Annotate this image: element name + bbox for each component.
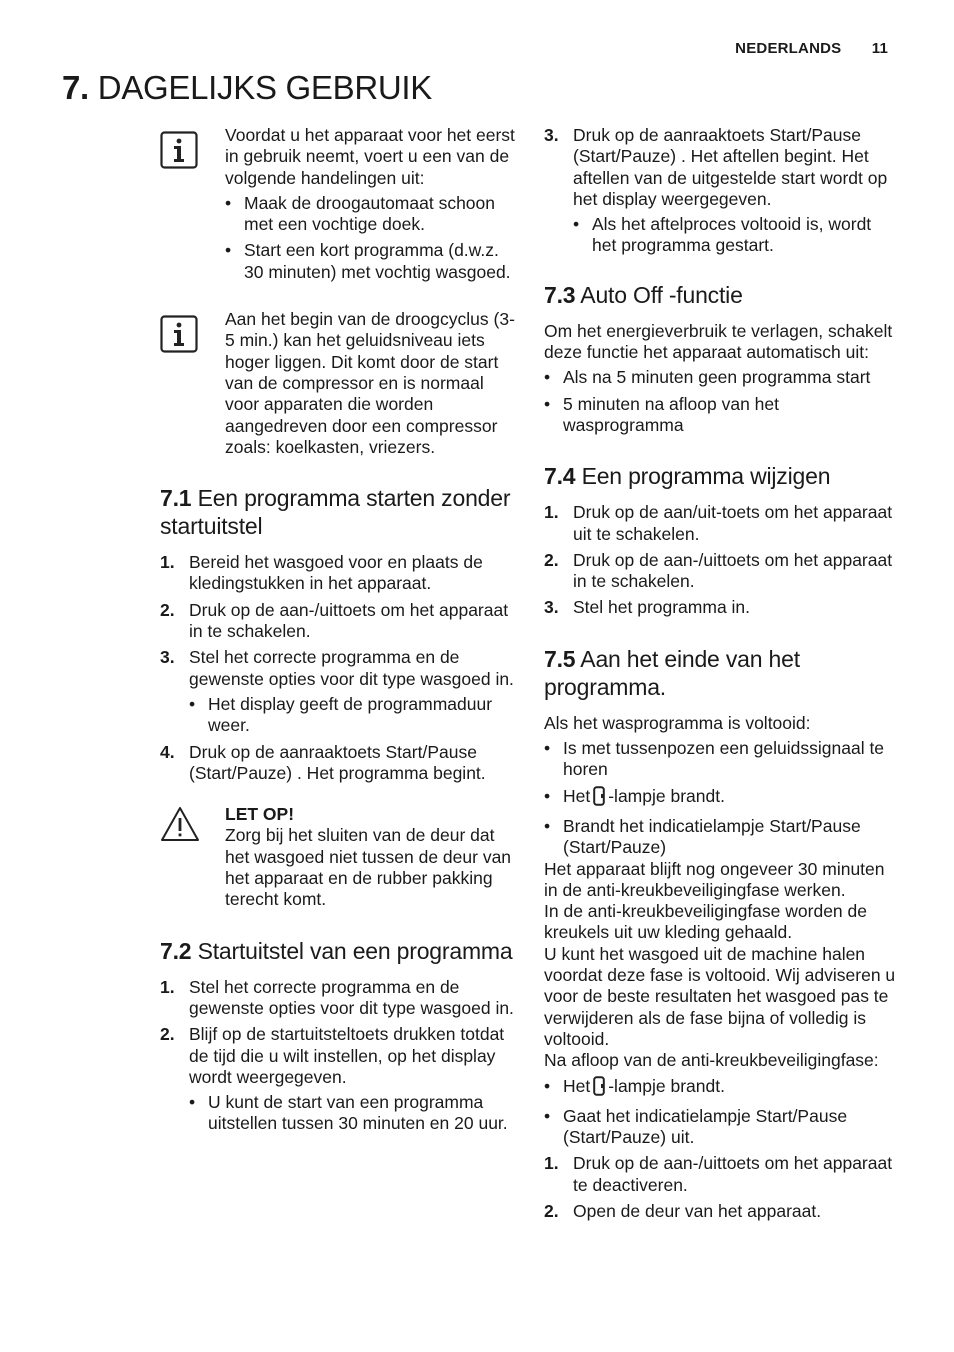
left-column: [160, 125, 516, 1140]
list-item: 3. Stel het programma in.: [544, 597, 751, 618]
note-text: Aan het begin van de droogcyclus (3-5 min.) kan het geluidsniveau iets hoger liggen. Dit komt door de start van de compressor en is normaal voor apparaten die worden aangedreven door een compressor zoals: koelkasten, vriezers.: [225, 309, 515, 457]
section-title: Startuitstel van een programma: [197, 937, 513, 964]
list-item: 2. Blijf op de startuitsteltoets drukken totdat de tijd die u wilt instellen, op het display wordt weergegeven. • U kunt de start van een programma uitstellen tussen 30 minuten en 20 uur.: [160, 1024, 516, 1134]
list-item: 1. Druk op de aan-/uittoets om het apparaat te deactiveren.: [544, 1153, 893, 1195]
section-7-5-bullets: [544, 738, 900, 858]
sub-bullets: [189, 694, 516, 737]
section-7-1-steps: [160, 552, 516, 784]
list-item: • Gaat het indicatielampje Start/Pause (Start/Pauze) uit.: [544, 1106, 900, 1149]
section-7-3-heading: [544, 281, 900, 309]
section-number: 7.4: [544, 463, 576, 490]
warning-title: LET OP!: [225, 804, 295, 825]
warning-note: [160, 804, 516, 910]
section-7-1-heading: [160, 484, 516, 540]
section-number: 7.2: [160, 937, 192, 964]
section-7-2-steps: [160, 977, 516, 1135]
list-item: 4. Druk op de aanraaktoets Start/Pause (Start/Pauze) . Het programma begint.: [160, 741, 486, 783]
list-item: • Maak de droogautomaat schoon met een vochtige doek.: [225, 193, 516, 236]
list-item: 1. Stel het correcte programma en de gewenste opties voor dit type wasgoed in.: [160, 976, 514, 1018]
chapter-title: [62, 66, 432, 110]
list-item: • Brandt het indicatielampje Start/Pause (Start/Pauze): [544, 816, 900, 859]
section-number: 7.3: [544, 281, 576, 308]
right-column: [544, 125, 900, 1227]
section-title: Aan het einde van het programma.: [544, 645, 800, 700]
list-item: • Als het aftelproces voltooid is, wordt het programma gestart.: [573, 214, 900, 257]
paragraph: U kunt het wasgoed uit de machine halen voordat deze fase is voltooid. Wij adviseren u voor de beste resultaten het wasgoed pas te verwijderen als de fase bijna of volledig is voltooid.: [544, 943, 896, 1049]
list-item: • Het -lampje brandt.: [544, 786, 900, 811]
list-item: • Start een kort programma (d.w.z. 30 minuten) met vochtig wasgoed.: [225, 240, 516, 283]
list-item: 1. Druk op de aan/uit-toets om het apparaat uit te schakelen.: [544, 502, 893, 544]
section-7-4-steps: [544, 502, 900, 618]
list-item: • U kunt de start van een programma uitstellen tussen 30 minuten en 20 uur.: [189, 1092, 516, 1135]
info-note-noise: [160, 309, 516, 458]
list-item: • 5 minuten na afloop van het wasprogramma: [544, 394, 900, 437]
list-item: 2. Druk op de aan-/uittoets om het apparaat in te schakelen.: [544, 549, 893, 592]
list-item: 1. Bereid het wasgoed voor en plaats de kledingstukken in het apparaat.: [160, 552, 483, 594]
section-number: 7.1: [160, 485, 192, 512]
paragraph: Na afloop van de anti-kreukbeveiligingfase:: [544, 1050, 879, 1071]
section-title: Auto Off -functie: [580, 281, 743, 308]
sub-bullets: [189, 1092, 516, 1135]
section-title: Een programma wijzigen: [581, 463, 831, 490]
paragraph: In de anti-kreukbeveiligingfase worden de kreukels uit uw kleding gehaald.: [544, 901, 867, 943]
section-number: 7.5: [544, 645, 576, 672]
section-7-5-heading: [544, 645, 900, 701]
section-7-2-steps-continued: [544, 125, 900, 257]
sub-bullets: [573, 214, 900, 257]
section-title: Een programma starten zonder startuitstel: [160, 485, 511, 540]
section-7-5-steps: [544, 1153, 900, 1222]
section-7-2-heading: [160, 937, 516, 965]
chapter-title-text: DAGELIJKS GEBRUIK: [97, 69, 432, 106]
header-language: NEDERLANDS: [735, 40, 842, 57]
list-item: • Het -lampje brandt.: [544, 1076, 900, 1101]
door-lamp-icon: [593, 1076, 605, 1101]
page-number: 11: [871, 40, 888, 57]
list-item: • Het display geeft de programmaduur weer.: [189, 694, 516, 737]
section-7-3-bullets: [544, 367, 900, 436]
note-text: Voordat u het apparaat voor het eerst in gebruik neemt, voert u een van de volgende handelingen uit:: [225, 125, 515, 188]
paragraph: Het apparaat blijft nog ongeveer 30 minuten in de anti-kreukbeveiligingfase werken.: [544, 858, 885, 900]
section-intro: Als het wasprogramma is voltooid:: [544, 712, 811, 733]
info-icon: [160, 315, 198, 358]
section-intro: Om het energieverbruik te verlagen, schakelt deze functie het apparaat automatisch uit:: [544, 320, 893, 363]
list-item: 3. Druk op de aanraaktoets Start/Pause (Start/Pauze) . Het aftellen begint. Het aftellen van de uitgestelde start wordt op het display weergegeven. • Als het aftelproces voltooid is, wordt het programma gestart.: [544, 125, 900, 257]
list-item: 2. Open de deur van het apparaat.: [544, 1200, 822, 1221]
section-7-5-bullets-after: [544, 1076, 900, 1149]
list-item: • Is met tussenpozen een geluidssignaal te horen: [544, 738, 900, 781]
info-icon: [160, 131, 198, 174]
warning-icon: [160, 806, 200, 847]
door-lamp-icon: [593, 786, 605, 811]
list-item: 2. Druk op de aan-/uittoets om het apparaat in te schakelen.: [160, 599, 509, 642]
page-header: [735, 38, 888, 59]
note-bullets: [225, 193, 516, 283]
section-7-4-heading: [544, 462, 900, 490]
chapter-number: 7.: [62, 69, 89, 106]
warning-text: Zorg bij het sluiten van de deur dat het wasgoed niet tussen de deur van het apparaat en de rubber pakking terecht komt.: [225, 825, 512, 910]
list-item: • Als na 5 minuten geen programma start: [544, 367, 900, 388]
info-note-first-use: [160, 125, 516, 283]
list-item: 3. Stel het correcte programma en de gewenste opties voor dit type wasgoed in. • Het display geeft de programmaduur weer.: [160, 647, 516, 736]
